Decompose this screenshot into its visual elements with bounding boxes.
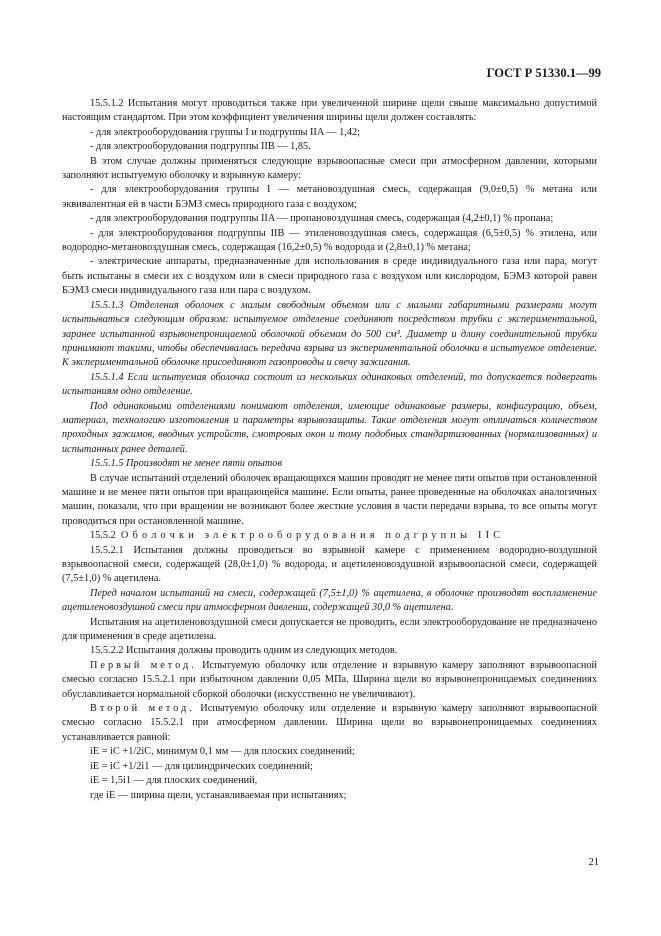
method-two-lead: Второй метод. xyxy=(90,703,195,715)
paragraph-15-5-1-3: 15.5.1.3 Отделения оболочек с малым свободным объемом или с малыми габаритными размерами могут испытываться следующим образом: испытуемое отделение соединяют посредством трубки с экспериментальной, заранее испытанной взрывонепроницаемой оболочкой объемом до 500 см³. Диаметр и длину соединительной трубки принимают такими, чтобы обеспечивалась передача взрыва из экспериментальной оболочки в испытуемое отделение. К экспериментальной оболочке присоединяют газопроводы и свечу зажигания. xyxy=(62,299,597,369)
document-header: ГОСТ Р 51330.1—99 xyxy=(486,66,601,80)
section-number: 15.5.2 xyxy=(90,530,116,542)
method-one-lead: Первый метод. xyxy=(90,659,197,671)
paragraph-15-5-2-1: 15.5.2.1 Испытания должны проводиться во взрывной камере с применением водородно-воздушной взрывоопасной смеси, содержащей (28,0±1,0) % водорода, и ацетиленовоздушной взрывоопасной смеси, содержащей (7,5±1,0) % ацетилена. xyxy=(62,544,597,585)
list-item: - для электрооборудования группы I и подгруппы IIA — 1,42; xyxy=(90,126,361,138)
page-number: 21 xyxy=(588,857,599,868)
formula-line: iE = iC +1/2iC, минимум 0,1 мм — для плоских соединений; xyxy=(90,746,355,758)
method-two-paragraph xyxy=(62,702,597,745)
list-item: - для электрооборудования группы I — метановоздушная смесь, содержащая (9,0±0,5) % метана или эквивалентная ей в части БЭМЗ смесь природного газа с воздухом; xyxy=(62,184,597,210)
method-one-text: Испытуемую оболочку или отделение и взрывную камеру заполняют взрывоопасной смесью согласно 15.5.2.1 при избыточном давлении 0,05 МПа. Ширина щели во взрывонепроницаемых соединениях обуславливается нормальной сборкой оболочки (искусственно не увеличивают). xyxy=(62,659,597,700)
paragraph: Перед началом испытаний на смеси, содержащей (7,5±1,0) % ацетилена, в оболочке производят воспламенение ацетиленовоздушной смеси при атмосферном давлении, содержащей 30,0 % ацетилена. xyxy=(62,587,597,614)
section-heading-15-5-2 xyxy=(62,529,597,543)
document-body xyxy=(62,97,597,803)
paragraph: В этом случае должны применяться следующие взрывоопасные смеси при атмосферном давлении, которыми заполняют испытуемую оболочку и взрывную камеру: xyxy=(62,155,597,182)
formula-line: iE = iC +1/2i1 — для цилиндрических соединений; xyxy=(90,760,313,772)
method-two-text: Испытуемую оболочку или отделение и взрывную камеру заполняют взрывоопасной смесью согласно 15.5.2.1 при атмосферном давлении. Ширина щели во взрывонепроницаемых соединениях устанавливается равной: xyxy=(62,703,597,743)
paragraph: Испытания на ацетиленовоздушной смеси допускается не проводить, если электрооборудование не предназначено для применения в среде ацетилена. xyxy=(62,616,597,643)
paragraph: Под одинаковыми отделениями понимают отделения, имеющие одинаковые размеры, конфигурацию, объем, материал, технологию изготовления и параметры взрывозащиты. Такие отделения могут отличаться количеством проходных зажимов, вводных устройств, смотровых окон и тому подобных стандартизованных (нормализованных) и испытанных ранее деталей. xyxy=(62,400,597,455)
paragraph: В случае испытаний отделений оболочек вращающихся машин проводят не менее пяти опытов при остановленной машине и не менее пяти опытов при вращающейся машине. Если опыты, ранее проведенные на оболочках аналогичных машин, показали, что при вращении не возникают более жесткие условия в части передачи взрыва, то все опыты могут проводиться при остановленной машине. xyxy=(62,472,597,527)
paragraph-15-5-1-2: 15.5.1.2 Испытания могут проводиться также при увеличенной ширине щели свыше максимально допустимой настоящим стандартом. При этом коэффициент увеличения ширины щели должен составлять: xyxy=(62,98,597,124)
section-title: Оболочки электрооборудования подгруппы IIC xyxy=(120,530,505,542)
list-item: - для электрооборудования подгруппы IIB — 1,85. xyxy=(90,141,311,153)
paragraph-15-5-1-5: 15.5.1.5 Производят не менее пяти опытов xyxy=(90,458,282,470)
paragraph-15-5-2-2: 15.5.2.2 Испытания должны проводить одним из следующих методов. xyxy=(90,645,398,657)
list-item: - электрические аппараты, предназначенные для использования в среде индивидуального газа или пара, могут быть испытаны в смеси их с воздухом или в смеси природного газа с воздухом или кислородом, БЭМЗ которой равен БЭМЗ смеси индивидуального газа или пара с воздухом. xyxy=(62,256,597,297)
method-one-paragraph xyxy=(62,659,597,702)
formula-line: iE = 1,5i1 — для плоских соединений, xyxy=(90,775,258,787)
formula-line: где iE — ширина щели, устанавливаемая при испытаниях; xyxy=(90,789,347,801)
list-item: - для электрооборудования подгруппы IIA — пропановоздушная смесь, содержащая (4,2±0,1) % пропана; xyxy=(90,213,554,225)
paragraph-15-5-1-4: 15.5.1.4 Если испытуемая оболочка состоит из нескольких одинаковых отделений, то допускается подвергать испытаниям одно отделение. xyxy=(62,371,597,398)
list-item: - для электрооборудования подгруппы IIB — этиленовоздушная смесь, содержащая (6,5±0,5) % этилена, или водородно-метановоздушная смесь, содержащая (16,2±0,5) % водорода и (2,8±0,1) % метана; xyxy=(62,227,597,254)
